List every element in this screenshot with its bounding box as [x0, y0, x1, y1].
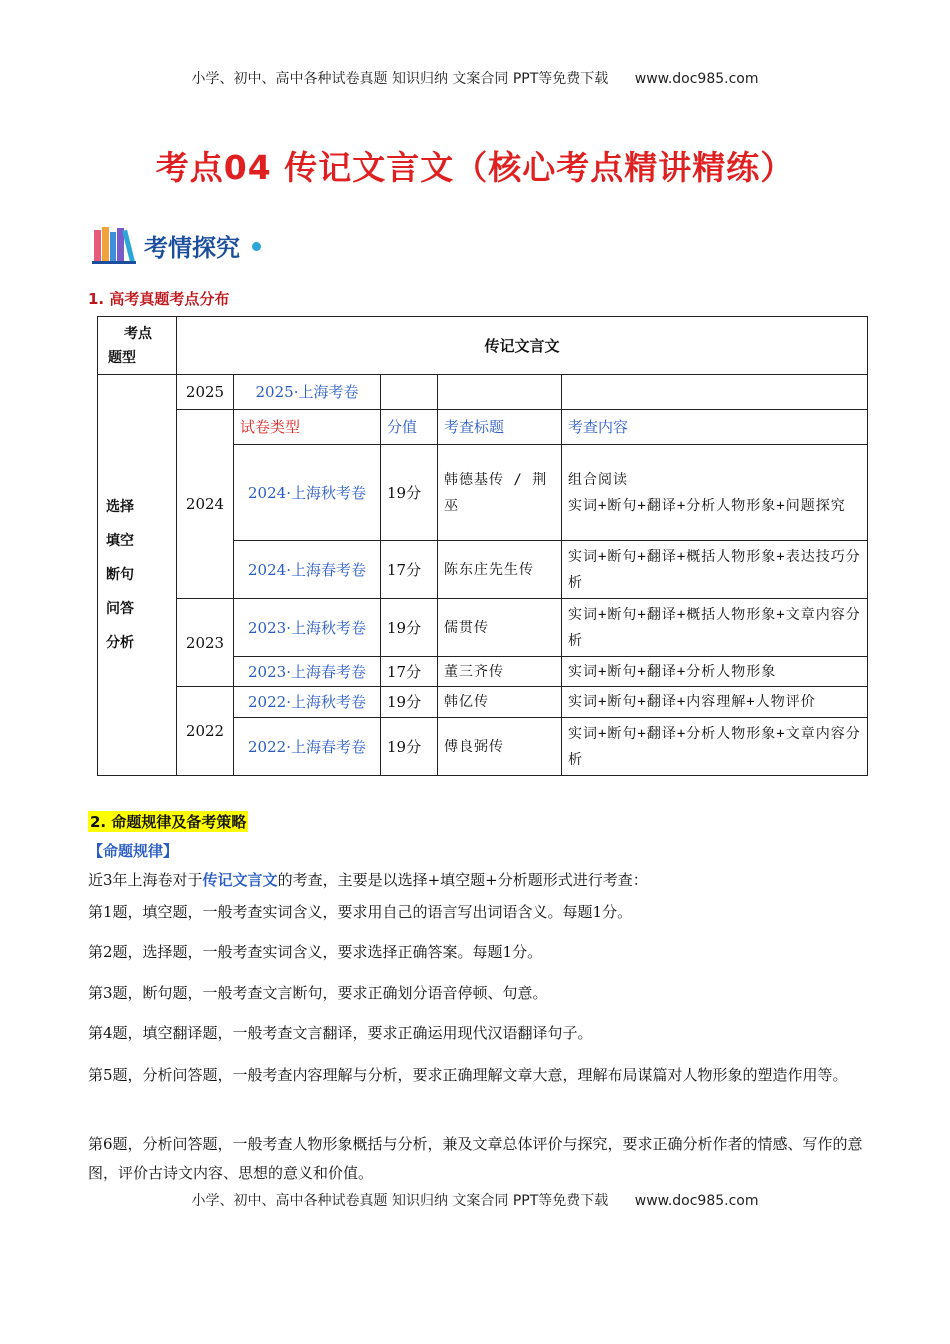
title-cell: 儒贯传 — [438, 599, 562, 657]
intro-paragraph — [88, 866, 868, 895]
content-cell: 实词+断句+翻译+概括人物形象+文章内容分析 — [562, 599, 868, 657]
year-cell: 2024 — [177, 410, 234, 599]
footer-text: 小学、初中、高中各种试卷真题 知识归纳 文案合同 PPT等免费下载 — [191, 1193, 609, 1209]
rule-item-2: 第2题，选择题，一般考查实词含义，要求选择正确答案。每题1分。 — [88, 943, 543, 961]
year-cell: 2022 — [177, 687, 234, 776]
content-cell: 实词+断句+翻译+分析人物形象+文章内容分析 — [562, 718, 868, 776]
content-cell: 实词+断句+翻译+内容理解+人物评价 — [562, 687, 868, 718]
content-line: 实词+断句+翻译+分析人物形象+问题探究 — [568, 497, 846, 514]
column-header-paper: 试卷类型 — [234, 410, 381, 445]
paper-cell: 2024·上海春考卷 — [234, 541, 381, 599]
banner-dot — [252, 242, 261, 251]
column-header-score: 分值 — [381, 410, 438, 445]
topic-header: 传记文言文 — [177, 317, 868, 375]
qtype-item: 选择 — [106, 499, 134, 515]
header-site-link[interactable]: www.doc985.com — [634, 71, 759, 87]
paper-cell: 2023·上海秋考卷 — [234, 599, 381, 657]
header-text: 小学、初中、高中各种试卷真题 知识归纳 文案合同 PPT等免费下载 — [191, 71, 609, 87]
year-cell: 2023 — [177, 599, 234, 687]
intro-after: 的考查，主要是以选择+填空题+分析题形式进行考查： — [277, 871, 648, 889]
footer-site-link[interactable]: www.doc985.com — [634, 1193, 759, 1209]
score-cell: 17分 — [381, 657, 438, 687]
column-header-title: 考查标题 — [438, 410, 562, 445]
title-cell: 韩亿传 — [438, 687, 562, 718]
score-cell: 17分 — [381, 541, 438, 599]
exam-distribution-table — [97, 316, 868, 776]
books-icon — [92, 224, 140, 264]
content-cell: 实词+断句+翻译+分析人物形象 — [562, 657, 868, 687]
table-corner-cell — [98, 317, 177, 375]
banner-label: 考情探究 — [144, 234, 240, 262]
corner-bottom-label: 题型 — [108, 349, 136, 366]
paper-cell: 2022·上海春考卷 — [234, 718, 381, 776]
qtype-item: 问答 — [106, 601, 134, 617]
year-cell: 2025 — [177, 375, 234, 410]
rule-item-4: 第4题，填空翻译题，一般考查文言翻译，要求正确运用现代汉语翻译句子。 — [88, 1024, 593, 1042]
title-cell: 董三齐传 — [438, 657, 562, 687]
score-cell: 19分 — [381, 445, 438, 541]
column-header-content: 考查内容 — [562, 410, 868, 445]
empty-cell — [438, 375, 562, 410]
rule-item-3: 第3题，断句题，一般考查文言断句，要求正确划分语音停顿、句意。 — [88, 984, 548, 1002]
rules-label: 【命题规律】 — [88, 842, 179, 860]
section2-heading: 2. 命题规律及备考策略 — [90, 813, 247, 831]
paper-cell: 2025·上海考卷 — [234, 375, 381, 410]
question-types-cell — [98, 375, 177, 776]
intro-highlight: 传记文言文 — [202, 871, 278, 889]
qtype-item: 填空 — [106, 533, 134, 549]
qtype-item: 断句 — [106, 567, 134, 583]
rule-item-5: 第5题，分析问答题，一般考查内容理解与分析，要求正确理解文章大意，理解布局谋篇对人物形象的塑造作用等。 — [88, 1066, 848, 1084]
content-cell — [562, 445, 868, 541]
content-cell: 实词+断句+翻译+概括人物形象+表达技巧分析 — [562, 541, 868, 599]
document-title: 考点04 传记文言文（核心考点精讲精练） — [155, 148, 795, 187]
empty-cell — [562, 375, 868, 410]
score-cell: 19分 — [381, 687, 438, 718]
content-line: 组合阅读 — [568, 471, 628, 488]
empty-cell — [381, 375, 438, 410]
paper-cell: 2024·上海秋考卷 — [234, 445, 381, 541]
title-cell: 傅良弼传 — [438, 718, 562, 776]
score-cell: 19分 — [381, 718, 438, 776]
paper-cell: 2023·上海春考卷 — [234, 657, 381, 687]
qtype-item: 分析 — [106, 635, 134, 651]
paper-cell: 2022·上海秋考卷 — [234, 687, 381, 718]
section-banner — [92, 224, 272, 266]
title-cell: 韩德基传 / 荆巫 — [438, 445, 562, 541]
rule-item-1: 第1题，填空题，一般考查实词含义，要求用自己的语言写出词语含义。每题1分。 — [88, 903, 633, 921]
score-cell: 19分 — [381, 599, 438, 657]
corner-top-label: 考点 — [124, 325, 152, 342]
section1-heading: 1. 高考真题考点分布 — [88, 290, 230, 308]
rule-item-6: 第6题，分析问答题，一般考查人物形象概括与分析，兼及文章总体评价与探究，要求正确分析作者的情感、写作的意图，评价古诗文内容、思想的意义和价值。 — [88, 1135, 863, 1182]
page-header — [0, 68, 950, 88]
page-footer — [0, 1190, 950, 1210]
title-cell: 陈东庄先生传 — [438, 541, 562, 599]
intro-before: 近3年上海卷对于 — [88, 871, 203, 889]
